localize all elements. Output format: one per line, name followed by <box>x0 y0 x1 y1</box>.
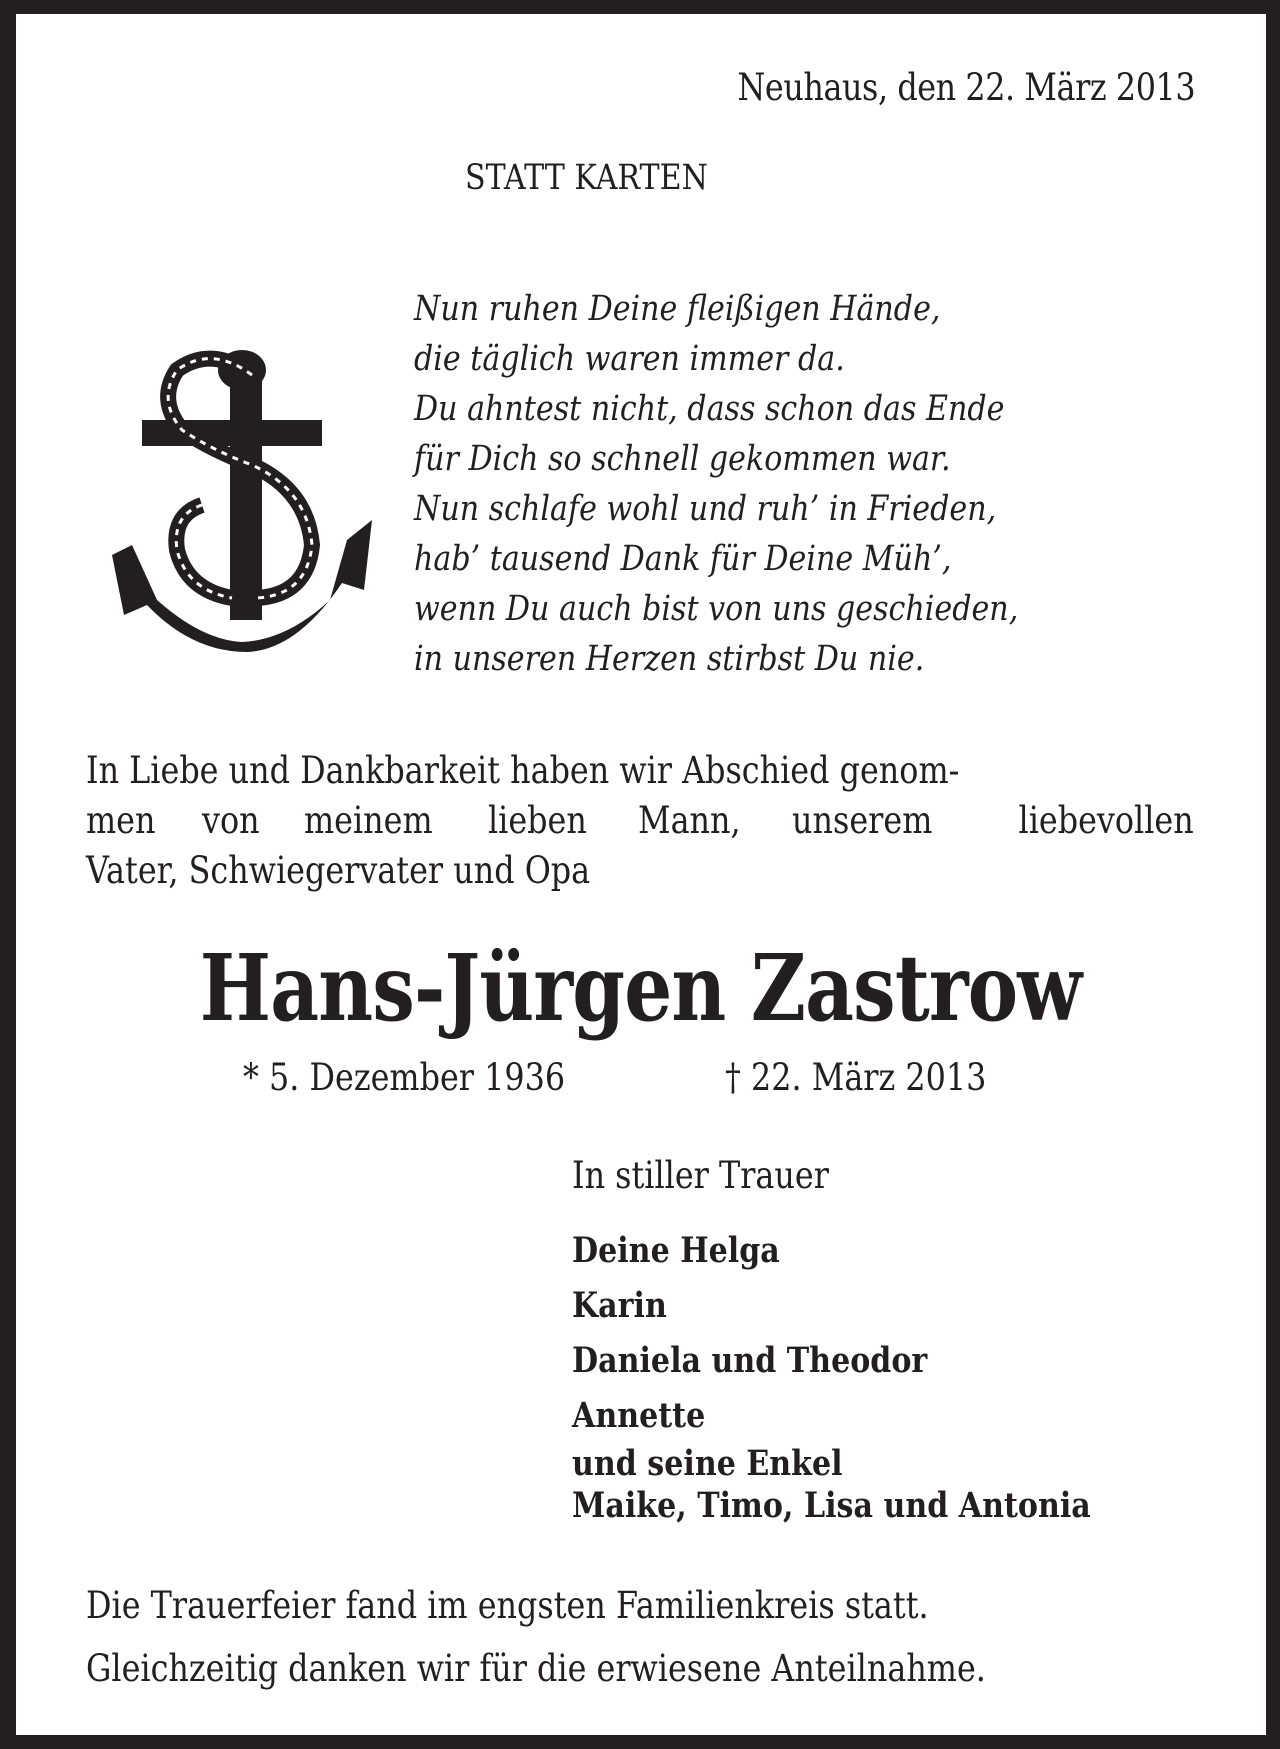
footer-line: Gleichzeitig danken wir für die erwiesene Anteilnahme. <box>86 1647 986 1690</box>
footer-text <box>86 1574 1132 1700</box>
poem-line: in unseren Herzen stirbst Du nie. <box>414 639 925 679</box>
mourner: Daniela und Theodor <box>572 1340 928 1381</box>
poem-line: hab’ tausend Dank für Deine Müh’, <box>414 539 952 579</box>
statt-karten-heading: STATT KARTEN <box>465 158 708 198</box>
word: lieben <box>488 799 587 842</box>
poem-line: für Dich so schnell gekommen war. <box>414 439 951 479</box>
deceased-name-text: Hans-Jürgen Zastrow <box>200 934 1082 1042</box>
mourners-block <box>572 1154 1175 1527</box>
intro-line: In Liebe und Dankbarkeit haben wir Abschied genom- <box>86 749 960 792</box>
word: Mann, <box>637 799 741 842</box>
mourner: Maike, Timo, Lisa und Antonia <box>572 1485 1091 1526</box>
word: unserem <box>792 799 933 842</box>
poem-line: wenn Du auch bist von uns geschieden, <box>414 589 1019 629</box>
poem-line: Nun schlafe wohl und ruh’ in Frieden, <box>414 489 997 529</box>
word: von <box>201 799 260 842</box>
deceased-name <box>16 934 1266 1042</box>
mourner: Annette <box>572 1395 706 1436</box>
poem-line: Du ahntest nicht, dass schon das Ende <box>414 389 1005 429</box>
mourner: und seine Enkel <box>572 1443 843 1484</box>
poem-line: Nun ruhen Deine fleißigen Hände, <box>414 289 941 329</box>
word: liebevollen <box>1018 799 1194 842</box>
word: meinem <box>303 799 433 842</box>
mourner: Deine Helga <box>572 1230 780 1271</box>
anchor-icon <box>102 340 392 660</box>
death-notice <box>16 14 1266 1735</box>
death-date: † 22. März 2013 <box>725 1056 987 1099</box>
place-date: Neuhaus, den 22. März 2013 <box>737 66 1195 109</box>
word: men <box>86 799 156 842</box>
mourner: Karin <box>572 1285 667 1326</box>
intro-line <box>86 796 1194 846</box>
poem <box>414 284 1018 684</box>
poem-line: die täglich waren immer da. <box>414 339 845 379</box>
intro-paragraph <box>86 746 1194 896</box>
birth-date: * 5. Dezember 1936 <box>243 1056 566 1099</box>
mourners-label: In stiller Trauer <box>572 1154 829 1197</box>
intro-line: Vater, Schwiegervater und Opa <box>86 849 591 892</box>
footer-line: Die Trauerfeier fand im engsten Familienkreis statt. <box>86 1584 929 1627</box>
